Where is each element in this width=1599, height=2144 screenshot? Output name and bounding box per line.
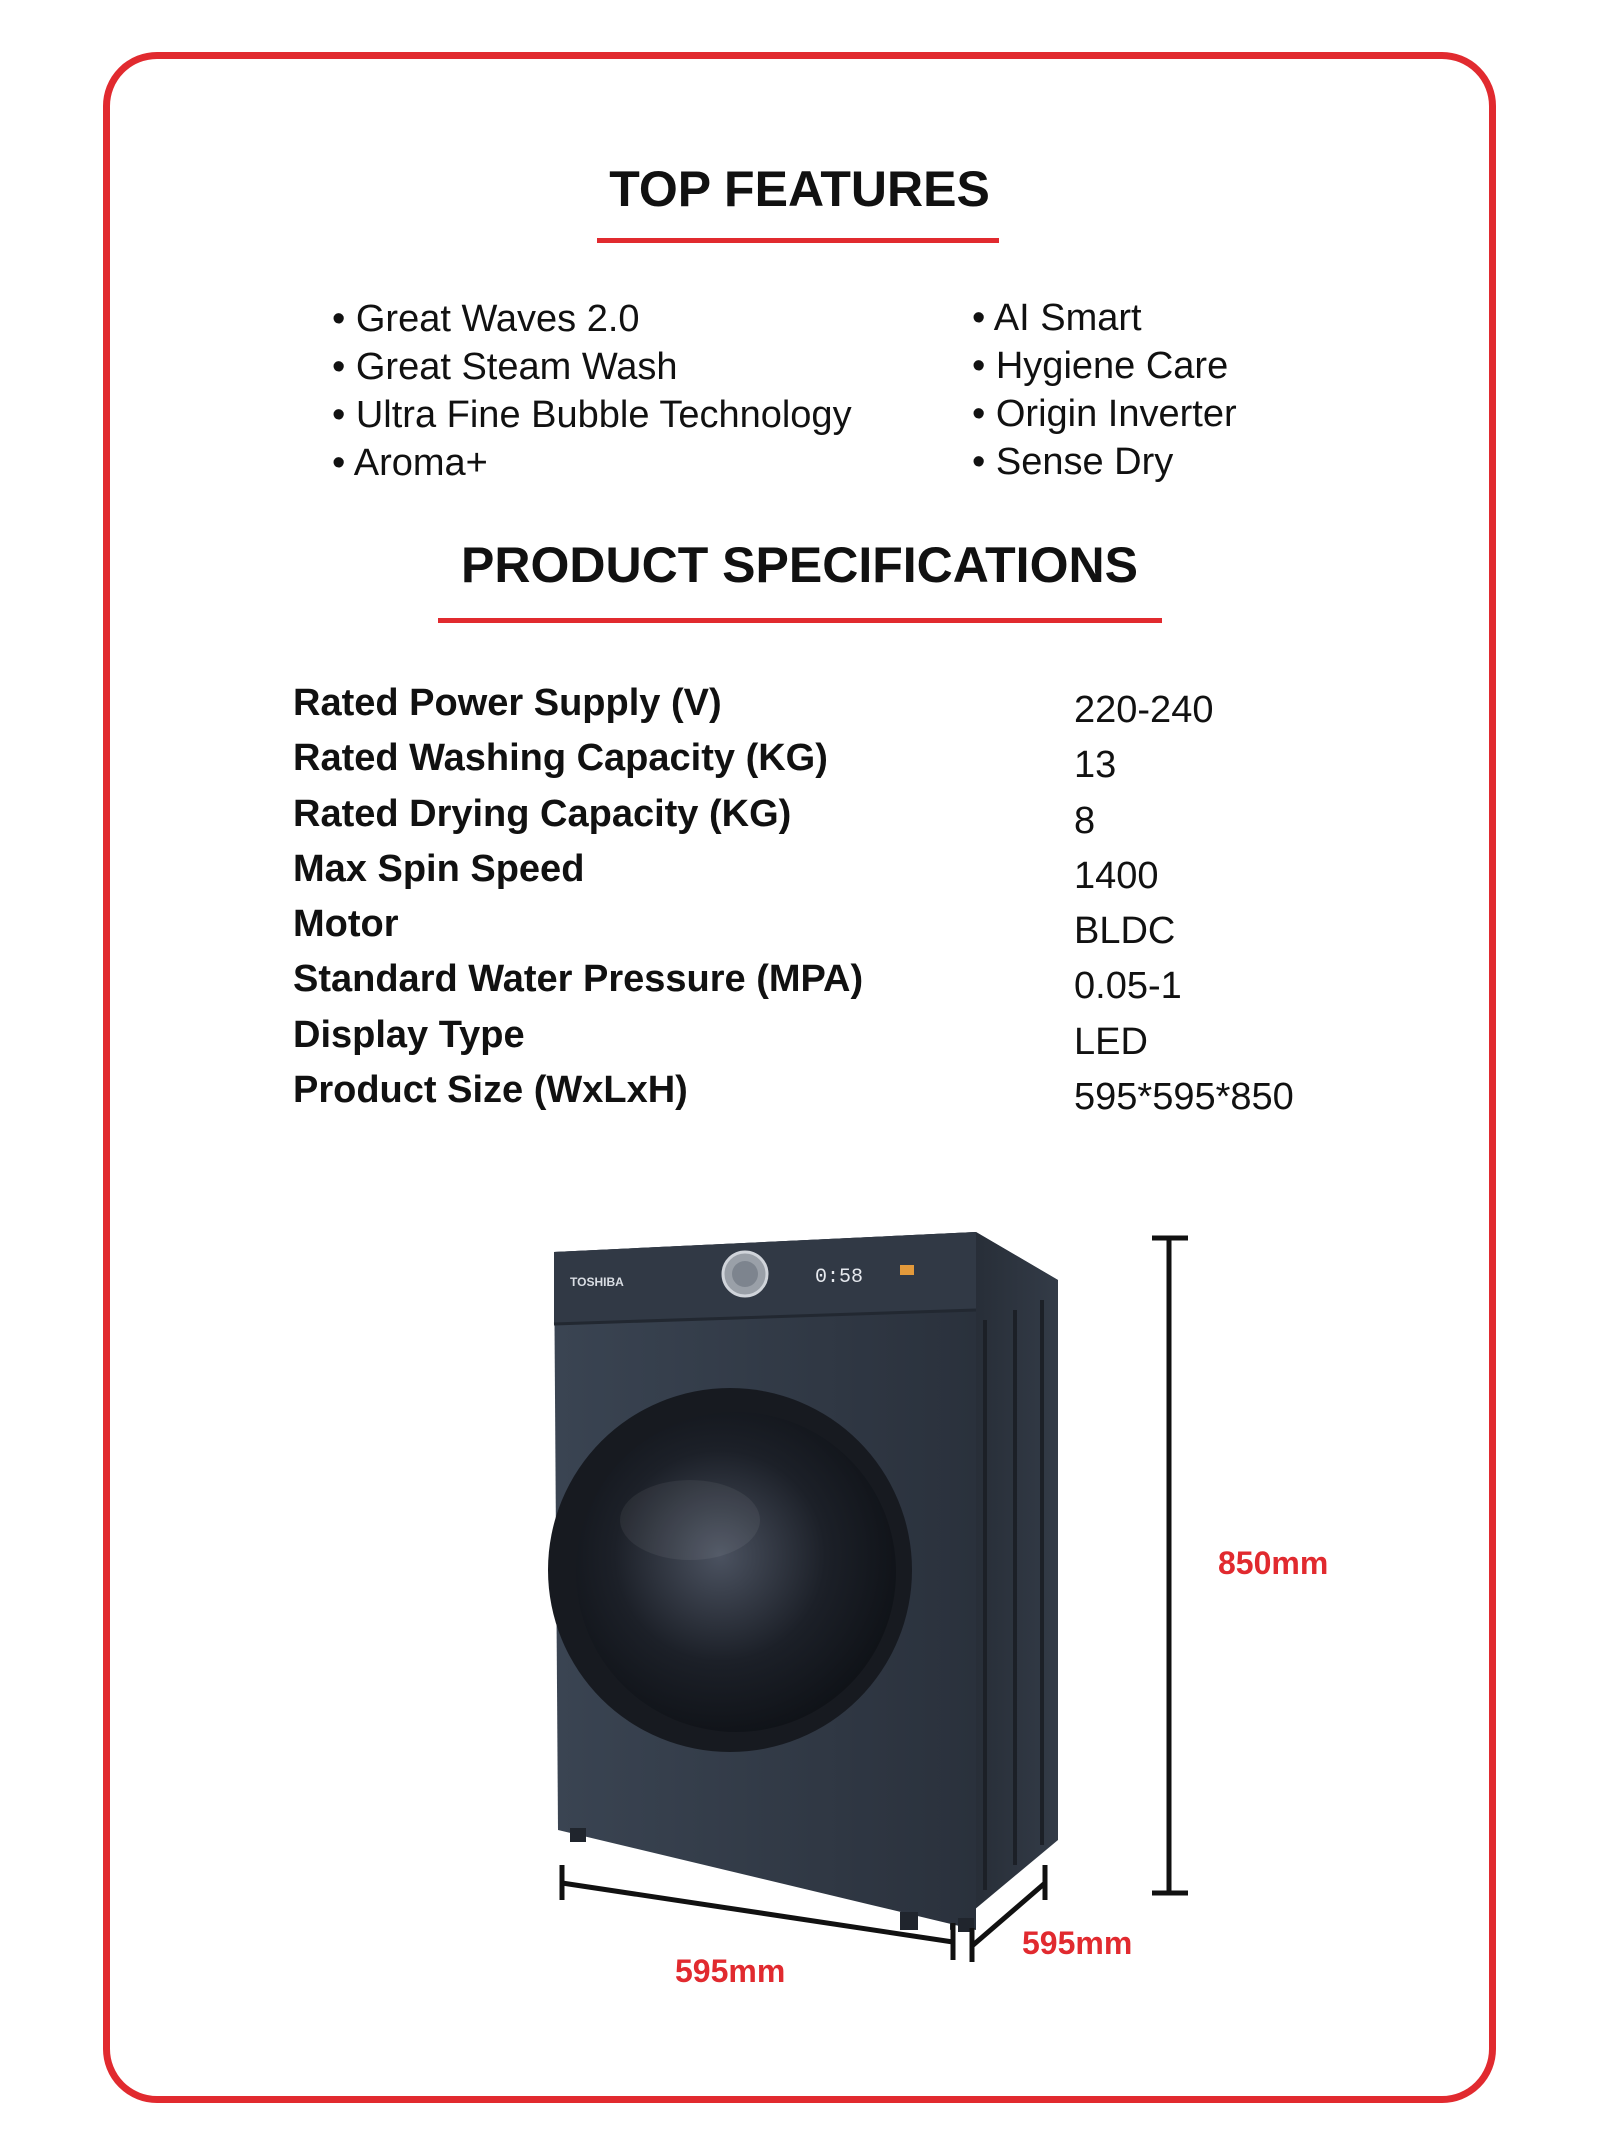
depth-dimension-label: 595mm bbox=[1022, 1925, 1133, 1961]
feature-item: • Great Steam Wash bbox=[332, 346, 678, 388]
spec-value: 220-240 bbox=[1074, 689, 1214, 731]
spec-value: BLDC bbox=[1074, 910, 1176, 953]
feature-item: • Origin Inverter bbox=[972, 393, 1237, 435]
feature-item: • Aroma+ bbox=[332, 442, 488, 484]
spec-value: 13 bbox=[1074, 744, 1117, 787]
specs-title: PRODUCT SPECIFICATIONS bbox=[461, 537, 1138, 593]
spec-label: Rated Power Supply (V) bbox=[293, 682, 722, 724]
spec-value: 1400 bbox=[1074, 854, 1159, 897]
display-time: 0:58 bbox=[815, 1266, 864, 1289]
spec-value: LED bbox=[1074, 1020, 1148, 1063]
brand-label: TOSHIBA bbox=[570, 1275, 624, 1289]
height-dimension-label: 850mm bbox=[1218, 1545, 1329, 1581]
spec-label: Max Spin Speed bbox=[293, 847, 585, 890]
feature-item: • Great Waves 2.0 bbox=[332, 298, 640, 340]
feature-item: • Hygiene Care bbox=[972, 345, 1229, 387]
spec-label: Rated Drying Capacity (KG) bbox=[293, 792, 792, 835]
spec-value: 595*595*850 bbox=[1074, 1076, 1294, 1119]
spec-label: Display Type bbox=[293, 1013, 525, 1056]
feature-item: • AI Smart bbox=[972, 297, 1142, 339]
spec-label: Product Size (WxLxH) bbox=[293, 1069, 688, 1112]
spec-label: Motor bbox=[293, 903, 399, 946]
spec-label: Rated Washing Capacity (KG) bbox=[293, 737, 828, 780]
spec-label: Standard Water Pressure (MPA) bbox=[293, 958, 864, 1001]
spec-value: 0.05-1 bbox=[1074, 965, 1182, 1008]
spec-value: 8 bbox=[1074, 799, 1096, 842]
top-features-title: TOP FEATURES bbox=[609, 161, 990, 217]
feature-item: • Sense Dry bbox=[972, 441, 1174, 483]
width-dimension-label: 595mm bbox=[675, 1953, 786, 1989]
feature-item: • Ultra Fine Bubble Technology bbox=[332, 394, 852, 436]
